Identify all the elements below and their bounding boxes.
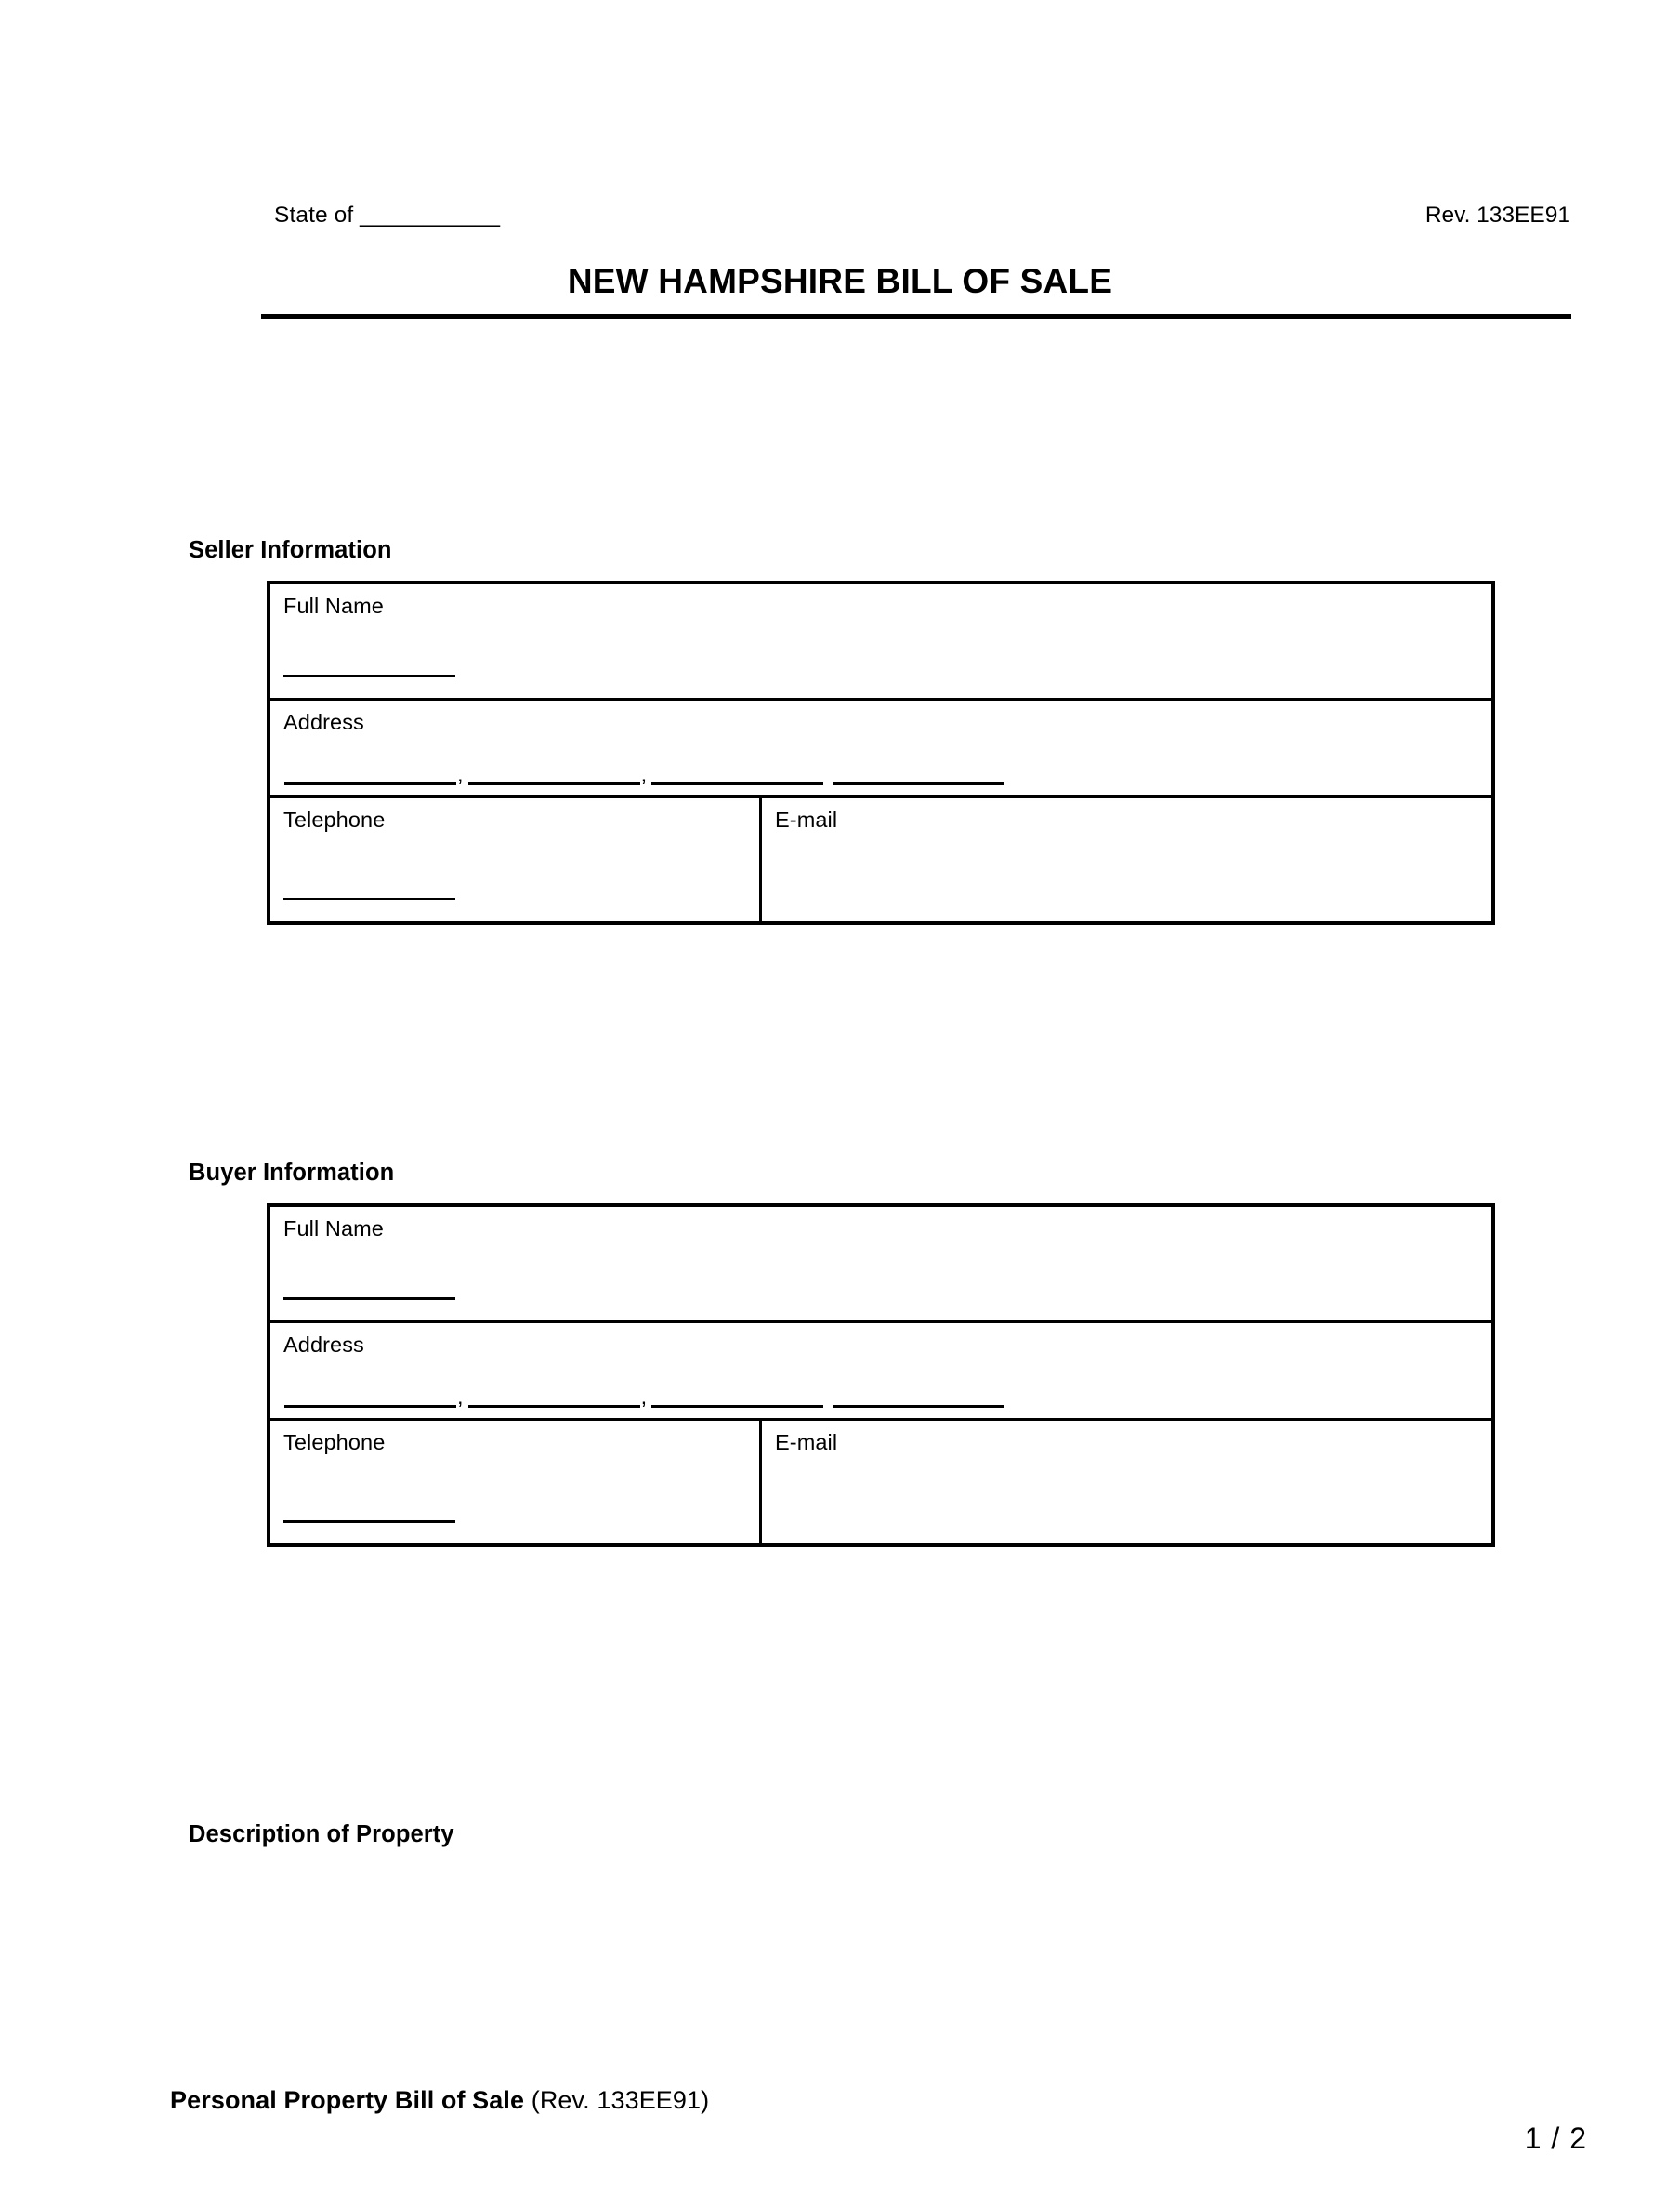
seller-address-sep-1: , [457, 761, 464, 786]
seller-address-city-blank[interactable] [468, 782, 640, 785]
buyer-full-name-blank[interactable] [283, 1297, 455, 1300]
seller-address-street-blank[interactable] [284, 782, 456, 785]
buyer-address-city-blank[interactable] [468, 1405, 640, 1408]
state-of-field[interactable]: State of ___________ [274, 203, 501, 228]
buyer-information-table [267, 1203, 1495, 1547]
seller-address-row [270, 701, 1491, 798]
seller-email-cell[interactable] [762, 798, 1491, 921]
seller-telephone-cell[interactable] [270, 798, 762, 921]
seller-address-blanks[interactable] [283, 761, 1005, 786]
title-divider [261, 314, 1571, 319]
page-title: NEW HAMPSHIRE BILL OF SALE [567, 262, 1113, 300]
buyer-address-cell[interactable] [270, 1323, 1491, 1418]
seller-full-name-label: Full Name [283, 594, 384, 618]
seller-telephone-label: Telephone [283, 808, 386, 832]
buyer-telephone-label: Telephone [283, 1430, 386, 1454]
buyer-section-heading: Buyer Information [189, 1160, 395, 1186]
buyer-contact-row [270, 1421, 1491, 1543]
buyer-address-label: Address [283, 1333, 364, 1357]
footer-form-name: Personal Property Bill of Sale [170, 2086, 525, 2114]
seller-information-table [267, 581, 1495, 925]
description-section-heading: Description of Property [189, 1821, 454, 1847]
buyer-email-label: E-mail [775, 1430, 838, 1454]
seller-address-cell[interactable] [270, 701, 1491, 795]
seller-address-sep-2: , [640, 761, 648, 786]
buyer-address-sep-1: , [457, 1384, 464, 1409]
buyer-full-name-row [270, 1207, 1491, 1323]
seller-full-name-cell[interactable] [270, 584, 1491, 698]
buyer-telephone-blank[interactable] [283, 1520, 455, 1523]
seller-address-zip-blank[interactable] [833, 782, 1004, 785]
buyer-address-sep-2: , [640, 1384, 648, 1409]
footer [170, 2086, 709, 2115]
buyer-full-name-cell[interactable] [270, 1207, 1491, 1320]
buyer-telephone-cell[interactable] [270, 1421, 762, 1543]
buyer-address-blanks[interactable] [283, 1386, 1005, 1409]
seller-full-name-row [270, 584, 1491, 701]
buyer-email-cell[interactable] [762, 1421, 1491, 1543]
buyer-full-name-label: Full Name [283, 1216, 384, 1241]
seller-full-name-blank[interactable] [283, 675, 455, 677]
buyer-address-row [270, 1323, 1491, 1421]
seller-email-label: E-mail [775, 808, 838, 832]
buyer-address-zip-blank[interactable] [833, 1405, 1004, 1408]
seller-address-label: Address [283, 710, 364, 734]
buyer-address-state-blank[interactable] [651, 1405, 823, 1408]
seller-contact-row [270, 798, 1491, 921]
revision-code: Rev. 133EE91 [1424, 203, 1570, 228]
document-header [274, 203, 1570, 229]
page-number: 1 / 2 [1524, 2121, 1587, 2155]
footer-revision: (Rev. 133EE91) [531, 2086, 710, 2114]
seller-telephone-blank[interactable] [283, 898, 455, 900]
buyer-address-street-blank[interactable] [284, 1405, 456, 1408]
seller-address-state-blank[interactable] [651, 782, 823, 785]
seller-section-heading: Seller Information [189, 537, 392, 563]
